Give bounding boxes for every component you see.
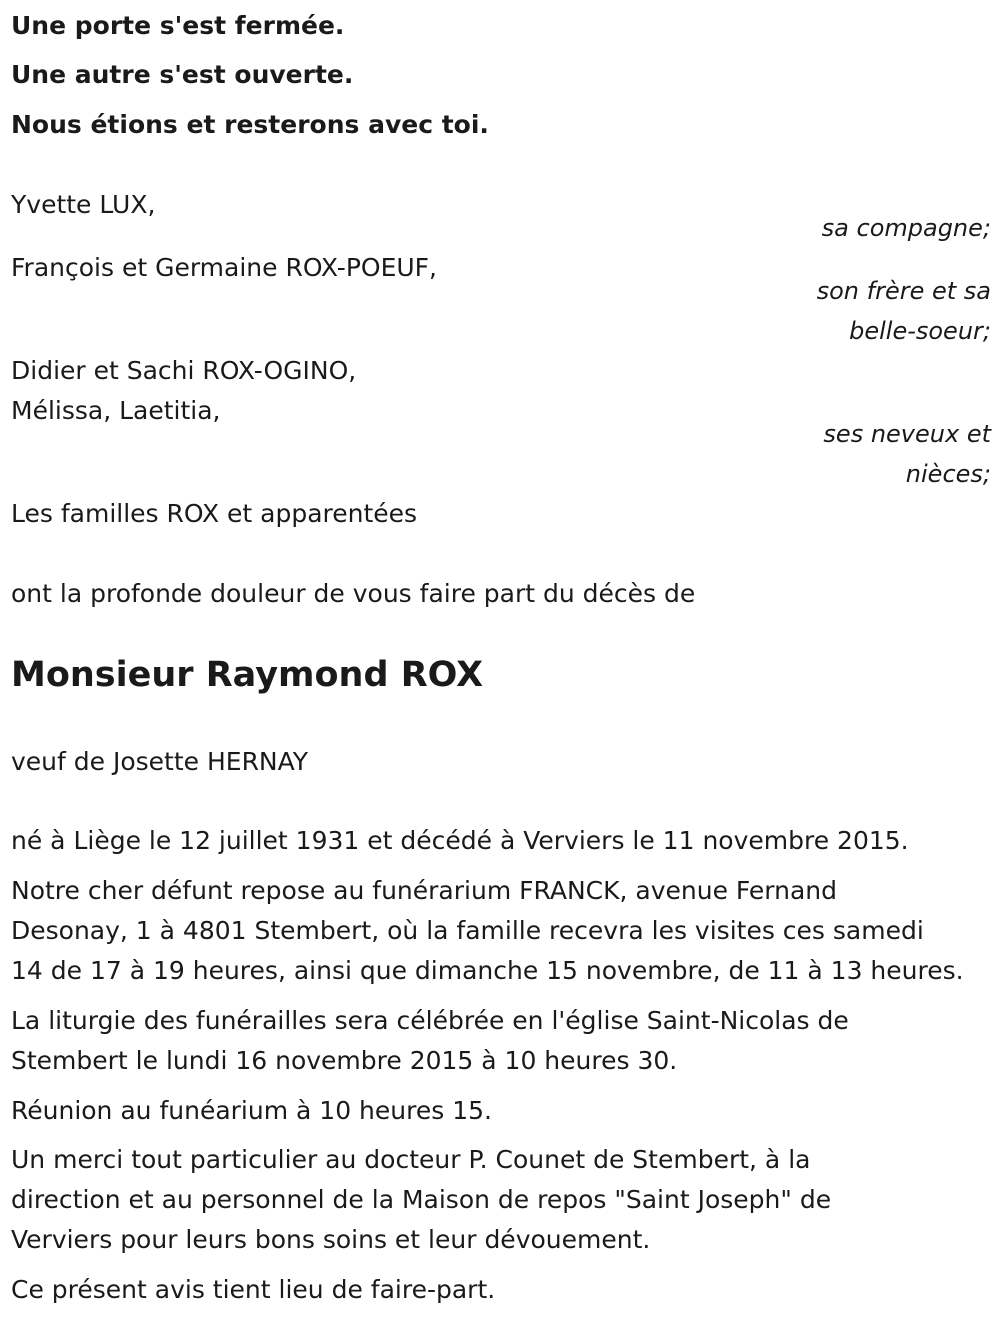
family-nephews-names-line-1: Didier et Sachi ROX-OGINO, — [11, 356, 357, 385]
thanks-line-2: direction et au personnel de la Maison de repos "Saint Joseph" de — [11, 1185, 832, 1214]
obituary-notice — [11, 0, 991, 1324]
verse-line-2: Une autre s'est ouverte. — [11, 60, 354, 89]
family-sibling-relation-line-1: son frère et sa — [816, 277, 991, 305]
thanks-line-3: Verviers pour leurs bons soins et leur dévouement. — [11, 1225, 651, 1254]
family-companion-name: Yvette LUX, — [11, 190, 156, 219]
announcement-text: ont la profonde douleur de vous faire part du décès de — [11, 579, 696, 608]
family-sibling-names: François et Germaine ROX-POEUF, — [11, 253, 438, 282]
liturgy-line-1: La liturgie des funérailles sera célébrée en l'église Saint-Nicolas de — [11, 1006, 849, 1035]
verse-line-3: Nous étions et resterons avec toi. — [11, 110, 489, 139]
closing-text: Ce présent avis tient lieu de faire-part. — [11, 1275, 496, 1304]
liturgy-line-2: Stembert le lundi 16 novembre 2015 à 10 heures 30. — [11, 1046, 678, 1075]
deceased-name: Monsieur Raymond ROX — [11, 655, 484, 695]
family-sibling-relation-line-2: belle-soeur; — [849, 317, 991, 345]
family-relatives: Les familles ROX et apparentées — [11, 499, 418, 528]
family-companion-relation: sa compagne; — [821, 214, 991, 242]
widower-of: veuf de Josette HERNAY — [11, 747, 309, 776]
family-nephews-relation-line-2: nièces; — [905, 460, 991, 488]
funeral-home-line-3: 14 de 17 à 19 heures, ainsi que dimanche 15 novembre, de 11 à 13 heures. — [11, 956, 964, 985]
meeting-text: Réunion au funéarium à 10 heures 15. — [11, 1096, 492, 1125]
family-nephews-names-line-2: Mélissa, Laetitia, — [11, 396, 221, 425]
thanks-line-1: Un merci tout particulier au docteur P. Counet de Stembert, à la — [11, 1145, 811, 1174]
funeral-home-line-2: Desonay, 1 à 4801 Stembert, où la famille recevra les visites ces samedi — [11, 916, 924, 945]
family-nephews-relation-line-1: ses neveux et — [823, 420, 991, 448]
birth-death-text: né à Liège le 12 juillet 1931 et décédé à Verviers le 11 novembre 2015. — [11, 826, 909, 855]
funeral-home-line-1: Notre cher défunt repose au funérarium FRANCK, avenue Fernand — [11, 876, 838, 905]
verse-line-1: Une porte s'est fermée. — [11, 11, 345, 40]
